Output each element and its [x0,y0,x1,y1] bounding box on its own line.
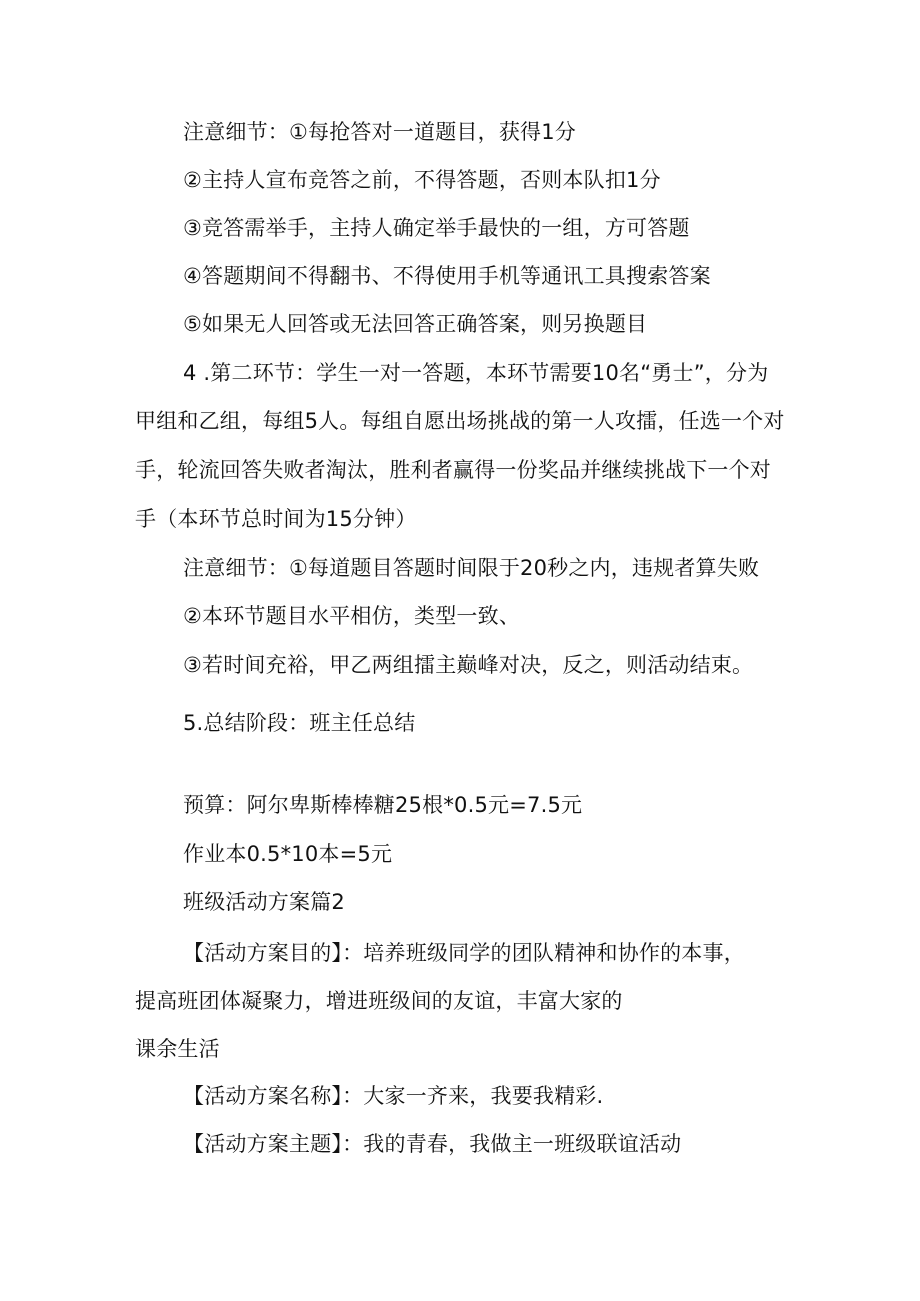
section-5-heading: 5.总结阶段：班主任总结 [183,711,416,735]
round2-rule-3: ③若时间充裕，甲乙两组擂主巅峰对决，反之，则活动结束。 [183,653,754,677]
rule-item-4: ④答题期间不得翻书、不得使用手机等通讯工具搜索答案 [183,264,711,288]
budget-line-1: 预算：阿尔卑斯棒棒糖25根*0.5元=7.5元 [183,793,583,817]
plan-2-title: 班级活动方案篇2 [183,890,345,914]
activity-theme: 【活动方案主题】：我的青春，我做主一班级联谊活动 [183,1132,682,1156]
rule-item-3: ③竞答需举手，主持人确定举手最快的一组，方可答题 [183,216,690,240]
section-4-paragraph-line-4: 手（本环节总时间为15分钟） [135,507,417,531]
rule-item-5: ⑤如果无人回答或无法回答正确答案，则另换题目 [183,312,648,336]
rule-item-2: ②主持人宣布竞答之前，不得答题，否则本队扣1分 [183,168,661,192]
round2-rule-2: ②本环节题目水平相仿，类型一致、 [183,604,521,628]
section-4-paragraph-line-3: 手，轮流回答失败者淘汰，胜利者赢得一份奖品并继续挑战下一个对 [135,458,771,482]
budget-line-2: 作业本0.5*10本=5元 [183,842,393,866]
activity-name: 【活动方案名称】：大家一齐来，我要我精彩. [183,1084,604,1108]
activity-purpose: 【活动方案目的】：培养班级同学的团队精神和协作的本事， [183,941,745,965]
activity-purpose-continued: 提高班团体凝聚力，增进班级间的友谊，丰富大家的 [135,989,623,1013]
section-4-heading: 4 .第二环节：学生一对一答题，本环节需要10名“勇士”，分为 [183,361,769,385]
note-details-round2: 注意细节：①每道题目答题时间限于20秒之内，违规者算失败 [183,556,760,580]
activity-purpose-end: 课余生活 [135,1037,220,1061]
note-details-round1: 注意细节：①每抢答对一道题目，获得1分 [183,120,576,144]
section-4-paragraph-line-2: 甲组和乙组，每组5人。每组自愿出场挑战的第一人攻擂，任选一个对 [135,409,785,433]
